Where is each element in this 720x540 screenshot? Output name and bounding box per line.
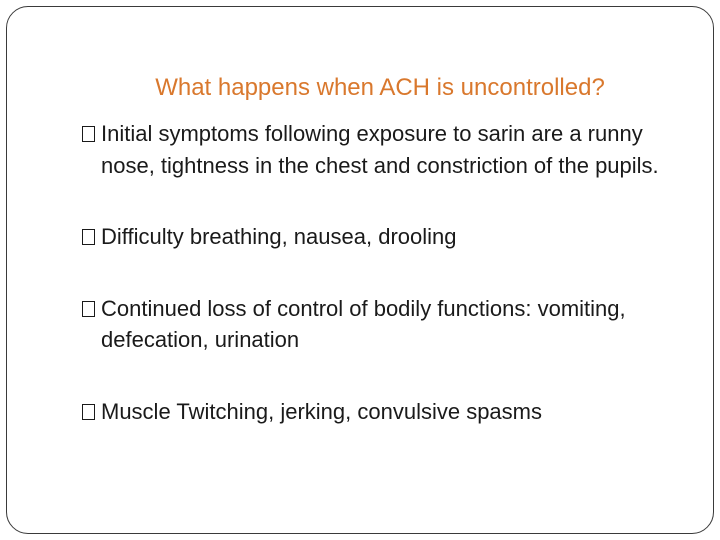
square-bullet-icon <box>80 396 101 428</box>
bullet-text: Muscle Twitching, jerking, convulsive spasms <box>101 398 542 424</box>
bullet-text: Difficulty breathing, nausea, drooling <box>101 224 457 249</box>
bullet-item-initial-symptoms <box>80 118 690 181</box>
bullet-text: Initial symptoms following exposure to sarin are a runny nose, tightness in the chest and constriction of the pupils. <box>101 121 659 178</box>
square-bullet-icon <box>80 221 101 253</box>
bullet-text: Continued loss of control of bodily functions: vomiting, defecation, urination <box>101 295 626 352</box>
bullet-item-bodily-functions <box>80 293 690 356</box>
square-bullet-icon <box>80 118 101 150</box>
slide-title: What happens when ACH is uncontrolled? <box>155 74 605 101</box>
bullet-list <box>80 118 690 427</box>
bullet-item-muscle <box>80 396 690 428</box>
square-bullet-icon <box>80 293 101 325</box>
bullet-item-breathing <box>80 221 690 253</box>
